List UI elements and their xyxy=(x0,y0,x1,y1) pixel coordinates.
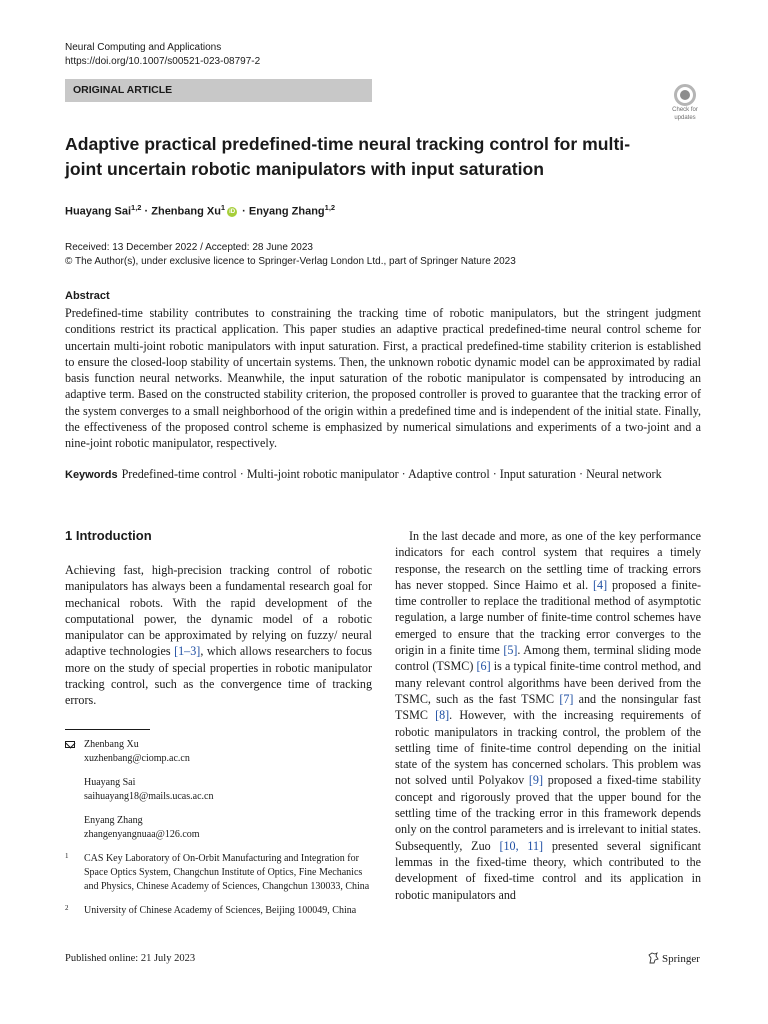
intro-text: Achieving fast, high-precision tracking control of robotic manipulators has always been a fundamental research goal for mechanical robots. With the rapid development of the computational power, the dynamic model of a robotic manipulator can be approximated by relying on fuzzy/ neural adaptive technologies xyxy=(65,563,372,659)
citation-link[interactable]: [4] xyxy=(593,577,608,592)
check-for-updates-icon xyxy=(674,84,696,106)
envelope-icon xyxy=(65,741,75,748)
author-affiliation: 1 xyxy=(220,203,226,212)
intro-text: and the nonsingular fast TSMC xyxy=(395,691,701,723)
affiliation-number: 1 xyxy=(65,852,69,860)
author-name[interactable]: Zhenbang Xu xyxy=(151,205,221,218)
contact-name: Huayang Sai xyxy=(84,777,136,788)
citation-link[interactable]: [1–3] xyxy=(174,644,201,659)
contact-entry xyxy=(65,738,372,766)
intro-right-paragraph xyxy=(395,528,701,903)
orcid-icon[interactable]: iD xyxy=(229,208,236,215)
intro-left-paragraph xyxy=(65,562,372,709)
journal-name: Neural Computing and Applications xyxy=(65,42,222,53)
abstract-text: Predefined-time stability contributes to constraining the tracking time of robotic manipulators, but the stringent judgment conditions restrict its practical application. This paper studies an adaptive practical predefined-time neural control scheme for uncertain multi-joint robotic manipulators with input saturation. First, a practical predefined-time stability criterion is established to ensure the closed-loop stability of uncertain systems. Then, the unknown robotic dynamic model can be approximated by radial basis function neural networks. Meanwhile, the input saturation of the robotic manipulator is compensated by introducing an adaptive term. Based on the constructed stability criterion, the proposed controller is proved to guarantee that the tracking error of the system converges to a small neighborhood of the origin within a predefined time and is independent of the initial state. Finally, the effectiveness of the proposed control scheme is emphasized by numerical simulations and experiments of a two-joint and a nine-joint robotic manipulator, respectively. xyxy=(65,306,701,451)
keywords-block xyxy=(65,466,701,483)
journal-header xyxy=(65,41,260,69)
intro-text: proposed a finite-time controller to replace the traditional method of asymptotic regulation, a large number of finite-time control schemes have emerged to ensure that the tracking error converges to the origin in a finite time xyxy=(395,577,701,658)
intro-text: , which allows researchers to focus more on the study of special properties in robotic manipulator tracking control, such as the convergence time of tracking errors. xyxy=(65,644,372,708)
affiliation-entry xyxy=(65,904,372,918)
keywords-heading: Keywords xyxy=(65,469,118,481)
abstract-heading: Abstract xyxy=(65,290,110,302)
affiliation-number: 2 xyxy=(65,904,69,912)
check-for-updates-badge[interactable] xyxy=(665,84,705,124)
contact-entry xyxy=(65,814,372,842)
contact-entry xyxy=(65,776,372,804)
intro-text: In the last decade and more, as one of the key performance indicators for each control system that requires a timely response, the research on the settling time of tracking errors has never stopped. Since Haimo et al. xyxy=(395,529,701,592)
intro-text: presented several significant lemmas in the fixed-time theory, which contributed to the development of fixed-time control and its application in robotic manipulators and xyxy=(395,838,702,902)
published-online: Published online: 21 July 2023 xyxy=(65,953,196,964)
footnote-divider xyxy=(65,729,150,730)
contact-name: Zhenbang Xu xyxy=(84,739,139,750)
publisher-logo xyxy=(648,952,700,965)
intro-text: proposed a fixed-time stability concept and rigorously proved that the upper bound for the settling time of the tracking error in this framework depends only on the control parameters and is irrelevant to initial states. Subsequently, Zuo xyxy=(395,773,702,853)
article-title: Adaptive practical predefined-time neural tracking control for multi-joint uncertain robotic manipulators with input saturation xyxy=(65,134,631,179)
affiliation-text: CAS Key Laboratory of On-Orbit Manufacturing and Integration for Space Optics System, Changchun Institute of Optics, Fine Mechanics and Physics, Chinese Academy of Sciences, Changchun 130033, China xyxy=(84,853,370,892)
intro-text: is a typical finite-time control method, and many relevant control algorithms have been derived from the TSMC, such as the fast TSMC xyxy=(395,659,701,706)
publisher-name: Springer xyxy=(662,953,700,965)
check-for-updates-label-2: updates xyxy=(674,114,696,121)
received-accepted-line: Received: 13 December 2022 / Accepted: 28 June 2023 xyxy=(65,242,313,253)
contact-name: Enyang Zhang xyxy=(84,815,143,826)
intro-text: . Among them, terminal sliding mode control (TSMC) xyxy=(395,643,701,674)
author-name[interactable]: Enyang Zhang xyxy=(248,205,325,218)
article-dates xyxy=(65,241,516,269)
keywords-text: Predefined-time control · Multi-joint robotic manipulator · Adaptive control · Input saturation · Neural network xyxy=(121,467,662,481)
springer-horse-icon xyxy=(648,952,659,964)
citation-link[interactable]: [10, 11] xyxy=(499,838,544,853)
author-contacts xyxy=(65,738,372,928)
contact-email[interactable]: zhangenyangnuaa@126.com xyxy=(84,829,200,840)
intro-text: . However, with the increasing requirements of robotic manipulators in tracking control, the problem of the settling time of finite-time control depending on the initial state of the system has concerned scholars. This problem was not solved until Polyakov xyxy=(395,708,701,788)
copyright-line: © The Author(s), under exclusive licence to Springer-Verlag London Ltd., part of Springer Nature 2023 xyxy=(65,256,516,267)
section-heading-introduction: 1 Introduction xyxy=(65,528,152,543)
author-list xyxy=(65,203,335,218)
contact-email[interactable]: xuzhenbang@ciomp.ac.cn xyxy=(84,753,190,764)
affiliation-entry xyxy=(65,852,372,894)
citation-link[interactable]: [5] xyxy=(503,643,518,658)
author-affiliation: 1,2 xyxy=(131,203,142,212)
citation-link[interactable]: [6] xyxy=(476,659,491,674)
affiliation-text: University of Chinese Academy of Sciences, Beijing 100049, China xyxy=(84,905,357,916)
author-name[interactable]: Huayang Sai xyxy=(65,205,132,218)
author-separator: · xyxy=(239,205,249,218)
article-type-badge: ORIGINAL ARTICLE xyxy=(65,79,372,102)
citation-link[interactable]: [9] xyxy=(528,773,543,788)
citation-link[interactable]: [7] xyxy=(559,691,574,706)
author-affiliation: 1,2 xyxy=(324,203,336,212)
contact-email[interactable]: saihuayang18@mails.ucas.ac.cn xyxy=(84,791,214,802)
check-for-updates-label-1: Check for xyxy=(672,107,698,113)
doi-link[interactable]: https://doi.org/10.1007/s00521-023-08797-2 xyxy=(65,56,261,67)
author-separator: · xyxy=(141,205,152,218)
citation-link[interactable]: [8] xyxy=(435,708,450,723)
